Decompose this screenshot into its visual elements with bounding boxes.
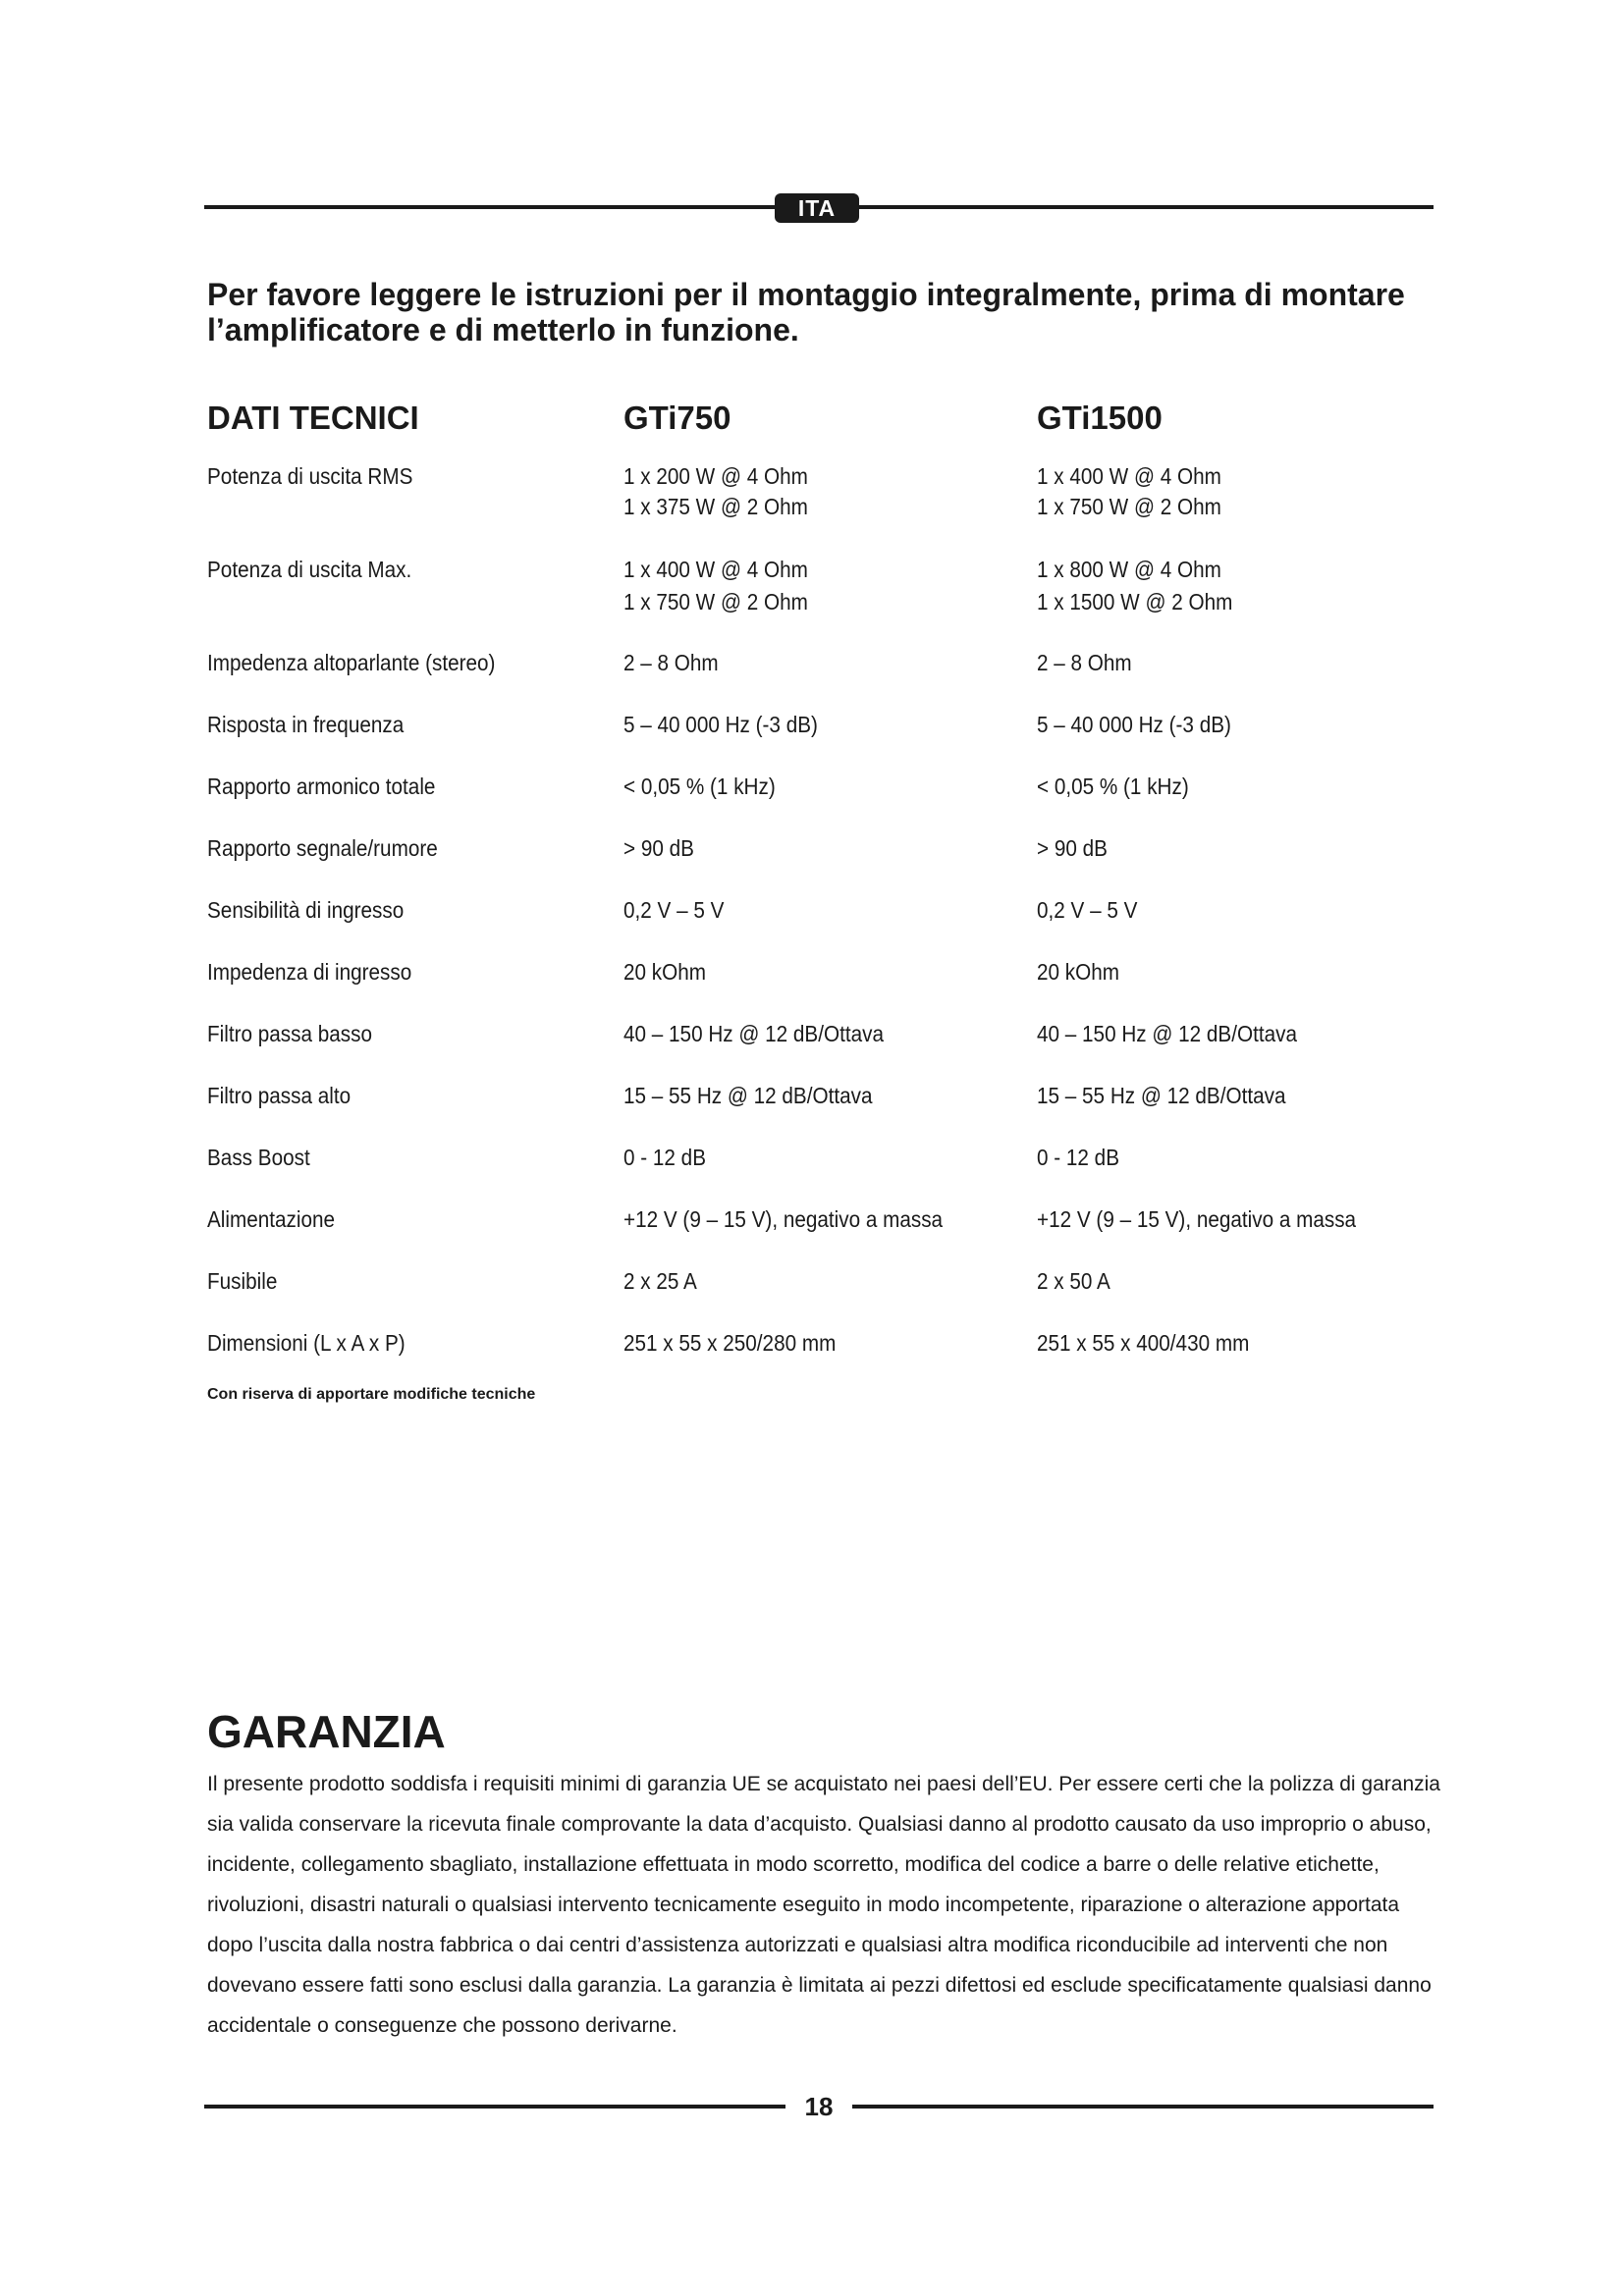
spec-value-gti750-line: 20 kOhm bbox=[623, 959, 706, 985]
spec-label: Impedenza di ingresso bbox=[207, 959, 412, 985]
spec-value-gti750 bbox=[623, 461, 808, 522]
spec-value-gti750 bbox=[623, 1143, 706, 1173]
spec-value-gti750-line: 5 – 40 000 Hz (-3 dB) bbox=[623, 712, 818, 737]
spec-value-gti1500-line: 15 – 55 Hz @ 12 dB/Ottava bbox=[1037, 1083, 1286, 1108]
spec-value-gti1500-line: 40 – 150 Hz @ 12 dB/Ottava bbox=[1037, 1021, 1297, 1046]
spec-label: Fusibile bbox=[207, 1268, 278, 1294]
spec-value-gti1500-line: 0 - 12 dB bbox=[1037, 1145, 1120, 1170]
spec-value-gti1500 bbox=[1037, 710, 1231, 740]
spec-value-gti750 bbox=[623, 1081, 872, 1111]
spec-value-gti1500 bbox=[1037, 1019, 1297, 1049]
spec-value-gti1500-line: 1 x 800 W @ 4 Ohm bbox=[1037, 557, 1221, 582]
spec-value-gti1500-line: 1 x 400 W @ 4 Ohm bbox=[1037, 463, 1221, 489]
spec-value-gti750 bbox=[623, 772, 776, 802]
spec-value-gti1500 bbox=[1037, 772, 1189, 802]
footer-rule-right bbox=[852, 2105, 1434, 2109]
spec-row bbox=[207, 1143, 1444, 1204]
spec-value-gti750 bbox=[623, 895, 724, 926]
spec-row bbox=[207, 772, 1444, 833]
spec-value-gti750-line: 1 x 200 W @ 4 Ohm bbox=[623, 463, 808, 489]
spec-value-gti1500-line: 1 x 1500 W @ 2 Ohm bbox=[1037, 589, 1233, 614]
spec-row bbox=[207, 1266, 1444, 1328]
spec-row bbox=[207, 1204, 1444, 1266]
spec-label: Sensibilità di ingresso bbox=[207, 897, 405, 923]
spec-value-gti1500-line: 2 – 8 Ohm bbox=[1037, 650, 1132, 675]
spec-value-gti750-line: 1 x 375 W @ 2 Ohm bbox=[623, 494, 808, 519]
spec-value-gti1500 bbox=[1037, 1328, 1249, 1359]
page-number: 18 bbox=[804, 2092, 834, 2121]
spec-value-gti1500 bbox=[1037, 895, 1137, 926]
spec-value-gti1500 bbox=[1037, 554, 1232, 618]
warranty-text: Il presente prodotto soddisfa i requisiti minimi di garanzia UE se acquistato nei paesi dell’EU. Per essere certi che la polizza di garanzia sia valida conservare la ricevuta finale comprovante la data d’acquisto. Qualsiasi danno al prodotto causato da uso improprio o abuso, incidente, collegamento sbagliato, installazione effettuata in modo scorretto, modifica del codice a barre o delle relative etichette, rivoluzioni, disastri naturali o qualsiasi intervento tecnicamente eseguito in modo incompetente, riparazione o alterazione apportata dopo l’uscita dalla nostra fabbrica o dai centri d’assistenza autorizzati e qualsiasi altra modifica riconducibile ad interventi che non dovevano essere fatti sono esclusi dalla garanzia. La garanzia è limitata ai pezzi difettosi ed esclude specificatamente qualsiasi danno accidentale o conseguenze che possono derivarne. bbox=[207, 1773, 1440, 2037]
spec-row bbox=[207, 710, 1444, 772]
specs-header-row bbox=[207, 399, 1444, 461]
spec-row bbox=[207, 1081, 1444, 1143]
spec-row bbox=[207, 1328, 1444, 1390]
language-tab: ITA bbox=[775, 193, 859, 223]
spec-row bbox=[207, 957, 1444, 1019]
spec-value-gti1500-line: < 0,05 % (1 kHz) bbox=[1037, 774, 1189, 799]
spec-value-gti1500 bbox=[1037, 833, 1108, 864]
spec-value-gti750-line: 251 x 55 x 250/280 mm bbox=[623, 1330, 837, 1356]
warranty-title: GARANZIA bbox=[207, 1706, 446, 1757]
spec-label: Filtro passa alto bbox=[207, 1083, 352, 1108]
spec-value-gti1500-line: > 90 dB bbox=[1037, 835, 1108, 861]
specs-heading-gti1500: GTi1500 bbox=[1037, 400, 1163, 436]
spec-value-gti1500 bbox=[1037, 1143, 1119, 1173]
spec-value-gti1500-line: 2 x 50 A bbox=[1037, 1268, 1110, 1294]
spec-value-gti1500 bbox=[1037, 1204, 1356, 1235]
spec-value-gti750 bbox=[623, 554, 808, 618]
spec-value-gti750 bbox=[623, 833, 694, 864]
spec-label: Impedenza altoparlante (stereo) bbox=[207, 650, 496, 675]
spec-label: Rapporto segnale/rumore bbox=[207, 835, 438, 861]
spec-value-gti750 bbox=[623, 1266, 697, 1297]
spec-value-gti750-line: 1 x 750 W @ 2 Ohm bbox=[623, 589, 808, 614]
spec-value-gti750 bbox=[623, 1019, 884, 1049]
spec-value-gti1500-line: 1 x 750 W @ 2 Ohm bbox=[1037, 494, 1221, 519]
spec-label: Potenza di uscita RMS bbox=[207, 463, 413, 489]
spec-value-gti750-line: 2 – 8 Ohm bbox=[623, 650, 719, 675]
specs-table bbox=[207, 399, 1444, 1390]
spec-label: Risposta in frequenza bbox=[207, 712, 405, 737]
spec-value-gti750-line: < 0,05 % (1 kHz) bbox=[623, 774, 776, 799]
spec-value-gti750 bbox=[623, 1328, 836, 1359]
spec-value-gti750-line: 40 – 150 Hz @ 12 dB/Ottava bbox=[623, 1021, 884, 1046]
spec-row bbox=[207, 554, 1444, 648]
specs-heading-label: DATI TECNICI bbox=[207, 400, 419, 436]
spec-label: Filtro passa basso bbox=[207, 1021, 372, 1046]
spec-value-gti750-line: 15 – 55 Hz @ 12 dB/Ottava bbox=[623, 1083, 873, 1108]
spec-value-gti1500-line: +12 V (9 – 15 V), negativo a massa bbox=[1037, 1206, 1357, 1232]
spec-value-gti1500-line: 5 – 40 000 Hz (-3 dB) bbox=[1037, 712, 1231, 737]
intro-text: Per favore leggere le istruzioni per il montaggio integralmente, prima di montare l’amplificatore e di metterlo in funzione. bbox=[207, 277, 1405, 347]
spec-value-gti750 bbox=[623, 648, 719, 678]
spec-value-gti1500 bbox=[1037, 957, 1119, 988]
spec-value-gti750-line: 0 - 12 dB bbox=[623, 1145, 707, 1170]
spec-row bbox=[207, 648, 1444, 710]
spec-value-gti750 bbox=[623, 957, 706, 988]
spec-label: Rapporto armonico totale bbox=[207, 774, 436, 799]
spec-value-gti750-line: 1 x 400 W @ 4 Ohm bbox=[623, 557, 808, 582]
spec-label: Potenza di uscita Max. bbox=[207, 557, 412, 582]
spec-value-gti1500 bbox=[1037, 461, 1221, 522]
spec-value-gti1500-line: 0,2 V – 5 V bbox=[1037, 897, 1138, 923]
spec-row bbox=[207, 833, 1444, 895]
specs-rows bbox=[207, 461, 1444, 1390]
spec-value-gti1500-line: 251 x 55 x 400/430 mm bbox=[1037, 1330, 1250, 1356]
spec-value-gti1500 bbox=[1037, 648, 1132, 678]
spec-value-gti1500 bbox=[1037, 1266, 1110, 1297]
spec-value-gti750-line: +12 V (9 – 15 V), negativo a massa bbox=[623, 1206, 944, 1232]
spec-value-gti1500-line: 20 kOhm bbox=[1037, 959, 1119, 985]
spec-value-gti750-line: 2 x 25 A bbox=[623, 1268, 697, 1294]
spec-value-gti750 bbox=[623, 1204, 943, 1235]
spec-row bbox=[207, 1019, 1444, 1081]
spec-label: Alimentazione bbox=[207, 1206, 336, 1232]
spec-value-gti750-line: 0,2 V – 5 V bbox=[623, 897, 725, 923]
spec-value-gti1500 bbox=[1037, 1081, 1285, 1111]
spec-row bbox=[207, 461, 1444, 554]
spec-value-gti750-line: > 90 dB bbox=[623, 835, 694, 861]
footer-rule-left bbox=[204, 2105, 785, 2109]
technical-changes-note: Con riserva di apportare modifiche tecniche bbox=[207, 1386, 536, 1403]
spec-label: Dimensioni (L x A x P) bbox=[207, 1330, 406, 1356]
spec-row bbox=[207, 895, 1444, 957]
spec-value-gti750 bbox=[623, 710, 818, 740]
specs-heading-gti750: GTi750 bbox=[623, 400, 731, 436]
spec-label: Bass Boost bbox=[207, 1145, 310, 1170]
